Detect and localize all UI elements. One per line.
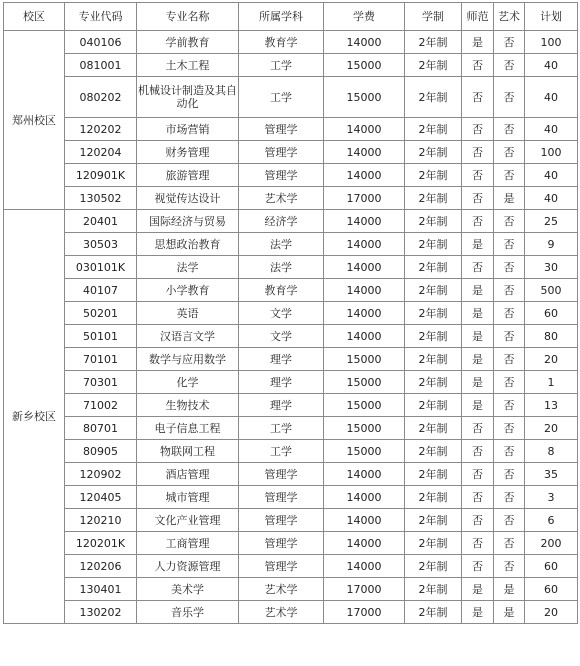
is-art-cell: 否 <box>494 509 525 532</box>
major-name-cell: 汉语言文学 <box>137 325 239 348</box>
discipline-cell: 管理学 <box>239 164 324 187</box>
is-normal-cell: 否 <box>462 187 494 210</box>
is-normal-cell: 否 <box>462 532 494 555</box>
plan-cell: 35 <box>525 463 578 486</box>
table-body <box>4 31 578 624</box>
is-art-cell: 否 <box>494 486 525 509</box>
header-major-name: 专业名称 <box>137 3 239 31</box>
tuition-cell: 15000 <box>324 54 405 77</box>
table-row <box>4 31 578 54</box>
tuition-cell: 14000 <box>324 256 405 279</box>
tuition-cell: 14000 <box>324 486 405 509</box>
major-code-cell: 030101K <box>65 256 137 279</box>
tuition-cell: 14000 <box>324 532 405 555</box>
discipline-cell: 艺术学 <box>239 601 324 624</box>
is-normal-cell: 否 <box>462 486 494 509</box>
table-row <box>4 54 578 77</box>
header-campus: 校区 <box>4 3 65 31</box>
tuition-cell: 15000 <box>324 417 405 440</box>
major-name-cell: 学前教育 <box>137 31 239 54</box>
is-normal-cell: 是 <box>462 371 494 394</box>
major-code-cell: 70101 <box>65 348 137 371</box>
header-duration: 学制 <box>405 3 462 31</box>
discipline-cell: 艺术学 <box>239 578 324 601</box>
major-name-cell: 视觉传达设计 <box>137 187 239 210</box>
plan-cell: 1 <box>525 371 578 394</box>
is-normal-cell: 否 <box>462 141 494 164</box>
is-art-cell: 否 <box>494 371 525 394</box>
table-header <box>4 3 578 31</box>
header-normal: 师范 <box>462 3 494 31</box>
major-name-cell: 英语 <box>137 302 239 325</box>
plan-cell: 40 <box>525 164 578 187</box>
plan-cell: 13 <box>525 394 578 417</box>
duration-cell: 2年制 <box>405 256 462 279</box>
major-name-cell: 土木工程 <box>137 54 239 77</box>
plan-cell: 80 <box>525 325 578 348</box>
duration-cell: 2年制 <box>405 141 462 164</box>
plan-cell: 60 <box>525 302 578 325</box>
major-name-cell: 物联网工程 <box>137 440 239 463</box>
is-normal-cell: 否 <box>462 54 494 77</box>
major-name-cell: 国际经济与贸易 <box>137 210 239 233</box>
is-normal-cell: 否 <box>462 463 494 486</box>
major-name-cell: 旅游管理 <box>137 164 239 187</box>
is-normal-cell: 是 <box>462 348 494 371</box>
discipline-cell: 工学 <box>239 417 324 440</box>
major-name-cell: 文化产业管理 <box>137 509 239 532</box>
duration-cell: 2年制 <box>405 210 462 233</box>
tuition-cell: 14000 <box>324 325 405 348</box>
plan-cell: 3 <box>525 486 578 509</box>
major-code-cell: 70301 <box>65 371 137 394</box>
major-name-cell: 市场营销 <box>137 118 239 141</box>
table-row <box>4 371 578 394</box>
header-discipline: 所属学科 <box>239 3 324 31</box>
plan-cell: 20 <box>525 417 578 440</box>
plan-cell: 9 <box>525 233 578 256</box>
table-row <box>4 555 578 578</box>
major-name-cell: 音乐学 <box>137 601 239 624</box>
table-row <box>4 509 578 532</box>
plan-cell: 40 <box>525 54 578 77</box>
table-row <box>4 77 578 118</box>
major-name-cell: 工商管理 <box>137 532 239 555</box>
discipline-cell: 管理学 <box>239 141 324 164</box>
tuition-cell: 15000 <box>324 440 405 463</box>
table-row <box>4 302 578 325</box>
discipline-cell: 法学 <box>239 256 324 279</box>
tuition-cell: 17000 <box>324 601 405 624</box>
major-code-cell: 081001 <box>65 54 137 77</box>
discipline-cell: 工学 <box>239 440 324 463</box>
table-row <box>4 256 578 279</box>
table-row <box>4 187 578 210</box>
tuition-cell: 14000 <box>324 164 405 187</box>
is-art-cell: 否 <box>494 141 525 164</box>
duration-cell: 2年制 <box>405 532 462 555</box>
is-normal-cell: 否 <box>462 417 494 440</box>
duration-cell: 2年制 <box>405 394 462 417</box>
major-code-cell: 120204 <box>65 141 137 164</box>
duration-cell: 2年制 <box>405 440 462 463</box>
tuition-cell: 15000 <box>324 77 405 118</box>
discipline-cell: 工学 <box>239 54 324 77</box>
tuition-cell: 14000 <box>324 118 405 141</box>
plan-cell: 500 <box>525 279 578 302</box>
tuition-cell: 14000 <box>324 279 405 302</box>
plan-cell: 20 <box>525 601 578 624</box>
major-name-cell: 城市管理 <box>137 486 239 509</box>
major-name-cell: 电子信息工程 <box>137 417 239 440</box>
tuition-cell: 15000 <box>324 371 405 394</box>
campus-cell: 新乡校区 <box>4 210 65 624</box>
duration-cell: 2年制 <box>405 279 462 302</box>
duration-cell: 2年制 <box>405 54 462 77</box>
is-art-cell: 否 <box>494 325 525 348</box>
duration-cell: 2年制 <box>405 417 462 440</box>
discipline-cell: 文学 <box>239 302 324 325</box>
is-art-cell: 否 <box>494 555 525 578</box>
plan-cell: 8 <box>525 440 578 463</box>
is-art-cell: 否 <box>494 54 525 77</box>
duration-cell: 2年制 <box>405 118 462 141</box>
duration-cell: 2年制 <box>405 31 462 54</box>
major-code-cell: 120902 <box>65 463 137 486</box>
is-normal-cell: 是 <box>462 31 494 54</box>
plan-cell: 6 <box>525 509 578 532</box>
is-art-cell: 否 <box>494 417 525 440</box>
major-code-cell: 50201 <box>65 302 137 325</box>
tuition-cell: 17000 <box>324 187 405 210</box>
table-row <box>4 233 578 256</box>
duration-cell: 2年制 <box>405 371 462 394</box>
is-normal-cell: 是 <box>462 601 494 624</box>
is-normal-cell: 是 <box>462 233 494 256</box>
major-name-cell: 小学教育 <box>137 279 239 302</box>
tuition-cell: 14000 <box>324 509 405 532</box>
is-normal-cell: 否 <box>462 509 494 532</box>
is-normal-cell: 否 <box>462 77 494 118</box>
major-code-cell: 040106 <box>65 31 137 54</box>
discipline-cell: 教育学 <box>239 31 324 54</box>
table-row <box>4 325 578 348</box>
discipline-cell: 理学 <box>239 371 324 394</box>
major-code-cell: 130202 <box>65 601 137 624</box>
major-name-cell: 美术学 <box>137 578 239 601</box>
plan-cell: 20 <box>525 348 578 371</box>
plan-cell: 60 <box>525 555 578 578</box>
major-name-cell: 数学与应用数学 <box>137 348 239 371</box>
table-row <box>4 463 578 486</box>
is-normal-cell: 否 <box>462 555 494 578</box>
table-row <box>4 279 578 302</box>
tuition-cell: 17000 <box>324 578 405 601</box>
header-major-code: 专业代码 <box>65 3 137 31</box>
plan-cell: 60 <box>525 578 578 601</box>
major-code-cell: 130401 <box>65 578 137 601</box>
table-row <box>4 394 578 417</box>
duration-cell: 2年制 <box>405 486 462 509</box>
is-art-cell: 否 <box>494 164 525 187</box>
is-art-cell: 否 <box>494 302 525 325</box>
table-row <box>4 164 578 187</box>
major-code-cell: 80701 <box>65 417 137 440</box>
is-normal-cell: 否 <box>462 118 494 141</box>
duration-cell: 2年制 <box>405 463 462 486</box>
is-art-cell: 否 <box>494 233 525 256</box>
discipline-cell: 教育学 <box>239 279 324 302</box>
discipline-cell: 管理学 <box>239 486 324 509</box>
major-code-cell: 120202 <box>65 118 137 141</box>
table-row <box>4 118 578 141</box>
major-code-cell: 120201K <box>65 532 137 555</box>
table-row <box>4 348 578 371</box>
tuition-cell: 14000 <box>324 210 405 233</box>
duration-cell: 2年制 <box>405 187 462 210</box>
enrollment-table <box>3 2 578 624</box>
table-row <box>4 532 578 555</box>
table-row <box>4 601 578 624</box>
discipline-cell: 理学 <box>239 348 324 371</box>
is-normal-cell: 否 <box>462 440 494 463</box>
discipline-cell: 管理学 <box>239 555 324 578</box>
major-code-cell: 080202 <box>65 77 137 118</box>
major-name-cell: 法学 <box>137 256 239 279</box>
discipline-cell: 艺术学 <box>239 187 324 210</box>
header-tuition: 学费 <box>324 3 405 31</box>
plan-cell: 100 <box>525 141 578 164</box>
major-code-cell: 40107 <box>65 279 137 302</box>
is-art-cell: 否 <box>494 463 525 486</box>
major-name-cell: 化学 <box>137 371 239 394</box>
major-name-cell: 机械设计制造及其自动化 <box>137 77 239 118</box>
major-name-cell: 生物技术 <box>137 394 239 417</box>
tuition-cell: 14000 <box>324 463 405 486</box>
is-normal-cell: 否 <box>462 164 494 187</box>
is-art-cell: 否 <box>494 279 525 302</box>
duration-cell: 2年制 <box>405 302 462 325</box>
major-name-cell: 人力资源管理 <box>137 555 239 578</box>
major-code-cell: 30503 <box>65 233 137 256</box>
discipline-cell: 管理学 <box>239 509 324 532</box>
duration-cell: 2年制 <box>405 164 462 187</box>
campus-cell: 郑州校区 <box>4 31 65 210</box>
table-row <box>4 578 578 601</box>
discipline-cell: 理学 <box>239 394 324 417</box>
major-name-cell: 酒店管理 <box>137 463 239 486</box>
major-code-cell: 120206 <box>65 555 137 578</box>
is-art-cell: 否 <box>494 31 525 54</box>
plan-cell: 40 <box>525 77 578 118</box>
is-normal-cell: 否 <box>462 256 494 279</box>
major-code-cell: 120901K <box>65 164 137 187</box>
discipline-cell: 管理学 <box>239 118 324 141</box>
discipline-cell: 文学 <box>239 325 324 348</box>
table-row <box>4 417 578 440</box>
header-row <box>4 3 578 31</box>
plan-cell: 40 <box>525 187 578 210</box>
major-code-cell: 20401 <box>65 210 137 233</box>
plan-cell: 25 <box>525 210 578 233</box>
is-art-cell: 否 <box>494 77 525 118</box>
discipline-cell: 管理学 <box>239 532 324 555</box>
is-art-cell: 是 <box>494 187 525 210</box>
tuition-cell: 14000 <box>324 555 405 578</box>
tuition-cell: 15000 <box>324 394 405 417</box>
major-code-cell: 130502 <box>65 187 137 210</box>
tuition-cell: 14000 <box>324 302 405 325</box>
is-art-cell: 否 <box>494 118 525 141</box>
plan-cell: 40 <box>525 118 578 141</box>
is-art-cell: 否 <box>494 348 525 371</box>
is-art-cell: 否 <box>494 394 525 417</box>
discipline-cell: 工学 <box>239 77 324 118</box>
is-art-cell: 否 <box>494 210 525 233</box>
tuition-cell: 14000 <box>324 141 405 164</box>
plan-cell: 200 <box>525 532 578 555</box>
duration-cell: 2年制 <box>405 348 462 371</box>
discipline-cell: 法学 <box>239 233 324 256</box>
discipline-cell: 经济学 <box>239 210 324 233</box>
plan-cell: 30 <box>525 256 578 279</box>
is-art-cell: 否 <box>494 532 525 555</box>
is-art-cell: 是 <box>494 601 525 624</box>
duration-cell: 2年制 <box>405 233 462 256</box>
plan-cell: 100 <box>525 31 578 54</box>
header-plan: 计划 <box>525 3 578 31</box>
major-code-cell: 120405 <box>65 486 137 509</box>
header-art: 艺术 <box>494 3 525 31</box>
table-row <box>4 440 578 463</box>
duration-cell: 2年制 <box>405 601 462 624</box>
major-code-cell: 50101 <box>65 325 137 348</box>
duration-cell: 2年制 <box>405 555 462 578</box>
is-normal-cell: 是 <box>462 394 494 417</box>
is-art-cell: 是 <box>494 578 525 601</box>
is-normal-cell: 是 <box>462 279 494 302</box>
is-normal-cell: 是 <box>462 325 494 348</box>
tuition-cell: 14000 <box>324 233 405 256</box>
duration-cell: 2年制 <box>405 578 462 601</box>
major-name-cell: 思想政治教育 <box>137 233 239 256</box>
table-row <box>4 486 578 509</box>
duration-cell: 2年制 <box>405 325 462 348</box>
table-row <box>4 141 578 164</box>
duration-cell: 2年制 <box>405 77 462 118</box>
major-code-cell: 80905 <box>65 440 137 463</box>
is-normal-cell: 否 <box>462 210 494 233</box>
tuition-cell: 14000 <box>324 31 405 54</box>
is-normal-cell: 是 <box>462 578 494 601</box>
major-name-cell: 财务管理 <box>137 141 239 164</box>
table-row <box>4 210 578 233</box>
is-art-cell: 否 <box>494 440 525 463</box>
major-code-cell: 120210 <box>65 509 137 532</box>
duration-cell: 2年制 <box>405 509 462 532</box>
major-code-cell: 71002 <box>65 394 137 417</box>
is-art-cell: 否 <box>494 256 525 279</box>
discipline-cell: 管理学 <box>239 463 324 486</box>
tuition-cell: 15000 <box>324 348 405 371</box>
is-normal-cell: 是 <box>462 302 494 325</box>
